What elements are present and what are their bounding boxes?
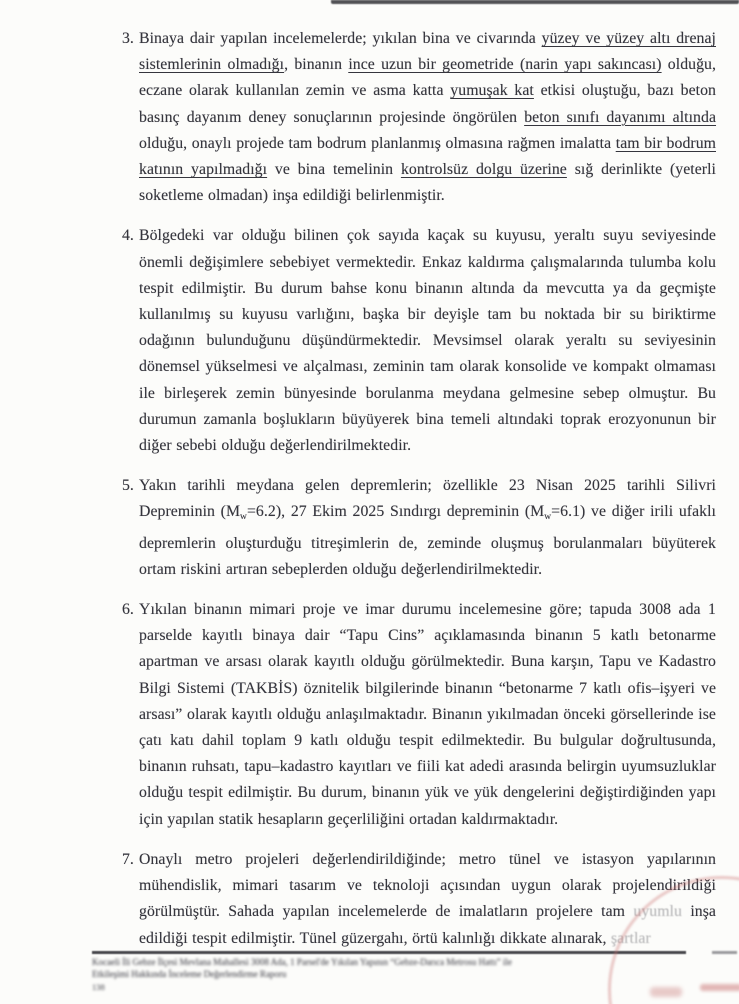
- stamp-faded-segment: uyumlu: [633, 903, 682, 921]
- text-segment: Bölgedeki var olduğu bilinen çok sayıda kaçak su kuyusu, yeraltı suyu seviyesinde önemli değişimlere sebebiyet vermektedir. Enkaz kaldırma çalışmalarında tulumba kolu tespit edilmiştir. Bu durum bahse konu binanın altında da mevcutta ya da geçmişte kullanılmış su kuyusu varlığını, başka bir deyişle tam bu noktada bir su biriktirme odağının bulunduğunu düşündürmektedir. Mevsimsel olarak yeraltı su seviyesinin dönemsel yükselmesi ve alçalması, zeminin tam olarak konsolide ve kompakt olmaması ile birleşerek zemin bünyesinde borulanma meydana gelmesine sebep olmuştur. Bu durumun zamanla boşlukların büyüyerek bina temeli altındaki toprak erozyonunun bir diğer sebebi olduğu değerlendirilmektedir.: [139, 227, 716, 455]
- report-paragraph-3: [122, 26, 716, 209]
- stamp-faded-segment: şartlar: [610, 929, 651, 947]
- paragraph-text: [139, 26, 716, 209]
- paragraph-number: 6.: [122, 601, 134, 619]
- red-stamp-text-smudge: [700, 984, 739, 991]
- text-segment: Onaylı metro projeleri değerlendirildiğinde; metro tünel ve istasyon yapılarının mühendislik, mimari tasarım ve teknoloji açısından uygun olarak projelendirildiği görülmüştür. Sahada yapılan incelemelerde de imalatların projelere tam: [139, 850, 716, 921]
- report-body: [122, 26, 716, 966]
- text-segment: =6.1) ve diğer irili ufaklı depremlerin oluşturduğu titreşimlerin de, zeminde oluşmuş borulanmaları büyüterek ortam riskini artıran sebeplerden olduğu değerlendirilmektedir.: [139, 503, 716, 578]
- report-paragraph-6: [122, 597, 716, 833]
- paragraph-number: 7.: [122, 850, 134, 868]
- text-segment: olduğu, eczane olarak kullanılan zemin ve asma katta: [139, 56, 716, 100]
- paragraph-text: [139, 223, 716, 459]
- text-segment: Binaya dair yapılan incelemelerde; yıkılan bina ve civarında: [139, 30, 542, 47]
- subscript-segment: w: [544, 512, 552, 523]
- underlined-segment: kontrolsüz dolgu üzerine: [400, 161, 567, 179]
- text-segment: =6.2), 27 Ekim 2025 Sındırgı depreminin (M: [246, 503, 545, 521]
- subscript-segment: w: [240, 512, 247, 523]
- underlined-segment: yüzey ve yüzey altı drenaj sistemlerinin olmadığı: [139, 30, 716, 74]
- text-segment: etkisi oluştuğu, bazı beton basınç dayanım deney sonuçlarının projesinde öngörülen: [139, 82, 717, 126]
- paragraph-number: 4.: [122, 227, 134, 245]
- paragraph-number: 3.: [122, 30, 134, 47]
- red-stamp-text-smudge: [650, 987, 682, 997]
- text-segment: Yakın tarihli meydana gelen depremlerin; özellikle 23 Nisan 2025 tarihli Silivri Depreminin (M: [139, 477, 716, 521]
- text-segment: ve bina temelinin: [267, 161, 401, 179]
- report-paragraph-4: [122, 223, 716, 459]
- footnote-line-2-blurred: Etkileşimi Hakkında İnceleme Değerlendirme Raporu: [92, 968, 287, 979]
- text-segment: inşa edildiği tespit edilmiştir. Tünel güzergahı, örtü kalınlığı dikkate alınarak,: [139, 903, 716, 947]
- text-segment: olduğu, onaylı projede tam bodrum planlanmış olmasına rağmen imalatta: [139, 134, 616, 152]
- report-paragraph-5: [122, 473, 716, 583]
- footnote-line-1-blurred: Kocaeli İli Gebze İlçesi Mevlana Mahallesi 3008 Ada, 1 Parsel'de Yıkılan Yapının “Gebze-Darıca Metrosu Hattı” ile: [92, 957, 512, 967]
- underlined-segment: beton sınıfı dayanımı altında: [524, 108, 717, 126]
- page-number-blurred: 138: [92, 982, 105, 992]
- text-segment: Yıkılan binanın mimari proje ve imar durumu incelemesine göre; tapuda 3008 ada 1 parselde kayıtlı binaya dair “Tapu Cins” açıklamasında binanın 5 katlı betonarme apartman ve arsası olarak kayıtlı olduğu görülmektedir. Buna karşın, Tapu ve Kadastro Bilgi Sistemi (TAKBİS) öznitelik bilgilerinde binanın “betonarme 7 katlı ofis–işyeri ve arsası” olarak kayıtlı olduğu anlaşılmaktadır. Binanın yıkılmadan önceki görsellerinde ise çatı katı dahil toplam 9 katlı olduğu tespit edilmektedir. Bu bulgular doğrultusunda, binanın ruhsatı, tapu–kadastro kayıtları ve fiili kat adedi arasında belirgin uyumsuzluklar olduğu tespit edilmiştir. Bu durum, binanın yük ve yük dengelerini değiştirdiğinden yapı için yapılan statik hesapların geçerliliğini ortadan kaldırmaktadır.: [139, 601, 716, 828]
- underlined-segment: yumuşak kat: [450, 82, 534, 100]
- text-segment: , binanın: [284, 56, 349, 74]
- paragraph-number: 5.: [122, 477, 134, 495]
- text-segment: sığ derinlikte (yeterli soketleme olmadan) inşa edildiği belirlenmiştir.: [139, 161, 716, 205]
- scan-edge-artifact: [331, 0, 739, 4]
- underlined-segment: ince uzun bir geometride (narin yapı sakıncası): [348, 56, 662, 74]
- underlined-segment: tam bir bodrum katının yapılmadığı: [139, 134, 716, 179]
- paragraph-text: [139, 597, 716, 833]
- paragraph-text: [139, 473, 716, 583]
- footnote-rule: [92, 951, 686, 954]
